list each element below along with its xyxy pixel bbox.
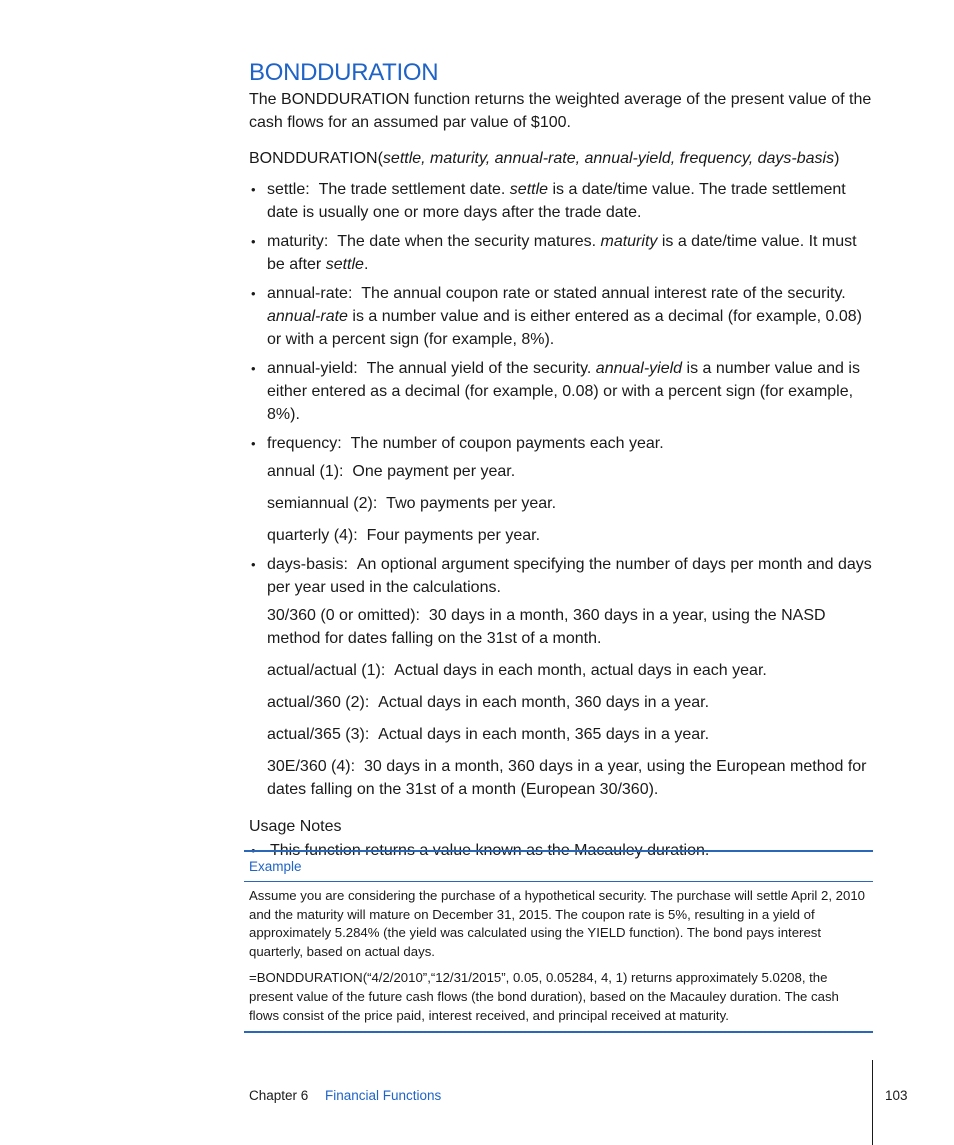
days-basis-options <box>267 604 874 801</box>
page-content <box>249 58 874 862</box>
example-bottom-rule <box>244 1031 873 1033</box>
syntax-open-paren: ( <box>377 150 383 167</box>
option-term: annual (1): <box>267 463 344 480</box>
syntax-arguments: settle, maturity, annual-rate, annual-yield, frequency, days-basis <box>382 150 835 167</box>
option-desc: Four payments per year. <box>366 527 541 544</box>
param-desc: An optional argument specifying the number of days per month and days per year used in the calculations. <box>267 556 872 596</box>
param-italic: annual-yield <box>595 360 683 377</box>
option-term: actual/365 (3): <box>267 726 370 743</box>
param-maturity <box>249 230 874 276</box>
option-term: 30/360 (0 or omitted): <box>267 607 420 624</box>
footer-chapter: Chapter 6 <box>249 1088 309 1103</box>
param-italic: settle <box>509 181 549 198</box>
param-italic: maturity <box>600 233 658 250</box>
option-desc: Two payments per year. <box>386 495 557 512</box>
param-desc: . <box>363 256 369 273</box>
footer-divider <box>872 1060 873 1145</box>
param-term: settle: <box>267 181 310 198</box>
param-term: maturity: <box>267 233 329 250</box>
frequency-options <box>267 460 874 547</box>
example-paragraph: Assume you are considering the purchase of a hypothetical security. The purchase will settle April 2, 2010 and the maturity will mature on December 31, 2015. The coupon rate is 5%, resulting in a yield of approximately 5.284% (the yield was calculated using the YIELD function). The bond pays interest quarterly, based on actual days. <box>249 888 865 959</box>
option-desc: 30 days in a month, 360 days in a year, using the NASD method for dates falling on the 31st of a month. <box>267 607 826 647</box>
function-syntax <box>249 147 874 170</box>
example-body <box>244 882 873 1031</box>
days-basis-option <box>267 691 874 714</box>
option-desc: One payment per year. <box>352 463 516 480</box>
option-term: quarterly (4): <box>267 527 358 544</box>
param-desc: is a date/time value. The trade settlement date is usually one or more days after the trade date. <box>267 181 846 221</box>
option-desc: Actual days in each month, actual days in each year. <box>394 662 767 679</box>
days-basis-option <box>267 659 874 682</box>
param-annual-yield <box>249 357 874 426</box>
option-term: actual/actual (1): <box>267 662 386 679</box>
parameter-list <box>249 178 874 801</box>
param-desc: is a number value and is either entered as a decimal (for example, 0.08) or with a percent sign (for example, 8%). <box>267 308 862 348</box>
param-italic: settle <box>325 256 364 273</box>
option-desc: Actual days in each month, 365 days in a year. <box>378 726 710 743</box>
days-basis-option <box>267 604 874 650</box>
usage-note-item: • This function returns a value known as the Macauley duration. <box>249 839 874 862</box>
param-term: annual-yield: <box>267 360 358 377</box>
param-frequency <box>249 432 874 547</box>
param-desc: The annual coupon rate or stated annual interest rate of the security. <box>361 285 846 302</box>
syntax-close-paren: ) <box>834 150 840 167</box>
example-title: Example <box>249 859 302 874</box>
param-desc: The annual yield of the security. <box>366 360 596 377</box>
page-title: BONDDURATION <box>249 59 439 86</box>
param-days-basis <box>249 553 874 801</box>
option-term: actual/360 (2): <box>267 694 370 711</box>
param-term: days-basis: <box>267 556 348 573</box>
option-desc: 30 days in a month, 360 days in a year, using the European method for dates falling on the 31st of a month (European 30/360). <box>267 758 867 798</box>
option-term: 30E/360 (4): <box>267 758 356 775</box>
frequency-option <box>267 460 874 483</box>
param-italic: annual-rate <box>267 308 348 325</box>
intro-paragraph: The BONDDURATION function returns the weighted average of the present value of the cash flows for an assumed par value of $100. <box>249 91 872 131</box>
frequency-option <box>267 524 874 547</box>
param-settle <box>249 178 874 224</box>
option-desc: Actual days in each month, 360 days in a year. <box>378 694 710 711</box>
syntax-function-name: BONDDURATION <box>249 150 378 167</box>
option-term: semiannual (2): <box>267 495 378 512</box>
param-term: annual-rate: <box>267 285 353 302</box>
param-desc: is a date/time value. It must be after <box>267 233 857 273</box>
frequency-option <box>267 492 874 515</box>
param-desc: is a number value and is either entered as a decimal (for example, 0.08) or with a percent sign (for example, 8%). <box>267 360 860 423</box>
page-number: 103 <box>885 1088 908 1103</box>
param-annual-rate <box>249 282 874 351</box>
param-desc: The trade settlement date. <box>318 181 510 198</box>
example-box <box>244 850 873 1033</box>
usage-notes-heading: Usage Notes <box>249 818 342 835</box>
footer-section-link[interactable]: Financial Functions <box>325 1088 442 1103</box>
param-desc: The date when the security matures. <box>337 233 601 250</box>
param-term: frequency: <box>267 435 342 452</box>
days-basis-option <box>267 723 874 746</box>
days-basis-option <box>267 755 874 801</box>
param-desc: The number of coupon payments each year. <box>350 435 664 452</box>
example-formula-paragraph: =BONDDURATION(“4/2/2010”,“12/31/2015”, 0.05, 0.05284, 4, 1) returns approximately 5.0208, the present value of the future cash flows (the bond duration), based on the Macauley duration. The cash flows consist of the price paid, interest received, and principal received at maturity. <box>249 970 839 1023</box>
